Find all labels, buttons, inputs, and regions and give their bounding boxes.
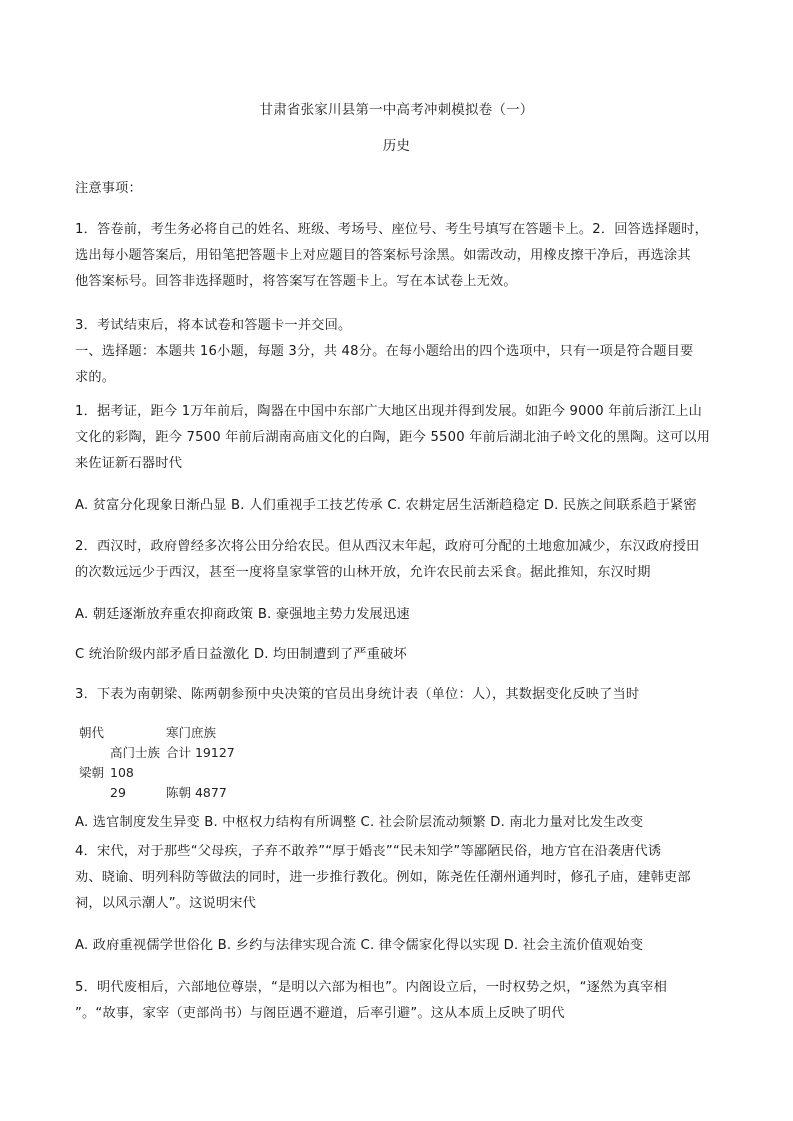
exam-title: 甘肃省张家川县第一中高考冲刺模拟卷（一） (259, 102, 534, 118)
q5-line1: 5．明代废相后，六部地位尊崇，“是明以六部为相也”。内阁设立后，一时权势之炽，“逐然为真宰相 (75, 980, 667, 995)
q4-line2: 劝、晓谕、明列科防等做法的同时，进一步推行教化。例如，陈尧佐任潮州通判时，修孔子庙，建韩吏部 (75, 870, 691, 885)
q3-table-row1-name: 梁朝 (79, 765, 105, 780)
notice-item1-line2: 选出每小题答案后，用铅笔把答题卡上对应题目的答案标号涂黑。如需改动，用橡皮擦干净后，再选涂其 (75, 248, 691, 263)
q4-line3: 祠，以风示潮人”。这说明宋代 (75, 896, 257, 911)
q3-options: A. 选官制度发生异变 B. 中枢权力结构有所调整 C. 社会阶层流动频繁 D. 南北力量对比发生改变 (75, 815, 644, 830)
subject-title: 历史 (382, 138, 411, 154)
q3-table-col-common: 寒门庶族 (166, 725, 217, 740)
section1-intro-line1: 一、选择题：本题共 16小题，每题 3分，共 48分。在每小题给出的四个选项中，只有一项是符合题目要 (75, 344, 694, 359)
q3-table-row1-value: 108 (110, 765, 134, 780)
q2-options-line2: C 统治阶级内部矛盾日益激化 D. 均田制遭到了严重破坏 (75, 647, 407, 662)
q1-line2: 文化的彩陶，距今 7500 年前后湖南高庙文化的白陶，距今 5500 年前后湖北油子岭文化的黑陶。这可以用 (75, 430, 711, 445)
q4-line1: 4．宋代，对于那些“父母疾，子弃不敢养”“厚于婚丧”“民未知学”等鄙陋民俗，地方官在沿袭唐代诱 (75, 844, 662, 859)
q3-table-col-noble: 高门士族 (110, 745, 161, 760)
notice-item3: 3．考试结束后，将本试卷和答题卡一并交回。 (75, 318, 352, 333)
q3-table-col-dynasty: 朝代 (79, 725, 105, 740)
q4-options: A. 政府重视儒学世俗化 B. 乡约与法律实现合流 C. 律令儒家化得以实现 D. 社会主流价值观始变 (75, 938, 644, 953)
q1-line1: 1．据考证，距今 1万年前后，陶器在中国中东部广大地区出现并得到发展。如距今 9000 年前后浙江上山 (75, 404, 702, 419)
notice-heading: 注意事项： (75, 181, 142, 196)
q2-line1: 2．西汉时，政府曾经多次将公田分给农民。但从西汉末年起，政府可分配的土地愈加减少，东汉政府授田 (75, 539, 700, 554)
q5-line2: ”。“故事，家宰（吏部尚书）与阁臣遇不避道，后率引避”。这从本质上反映了明代 (75, 1006, 565, 1021)
notice-item1-line3: 他答案标号。回答非选择题时，将答案写在答题卡上。写在本试卷上无效。 (75, 274, 517, 289)
q2-line2: 的次数远远少于西汉，甚至一度将皇家掌管的山林开放，允许农民前去采食。据此推知，东汉时期 (75, 565, 651, 580)
q1-options: A. 贫富分化现象日渐凸显 B. 人们重视手工技艺传承 C. 农耕定居生活渐趋稳定 D. 民族之间联系趋于紧密 (75, 498, 697, 513)
q3-table-row2-name: 陈朝 4877 (166, 785, 227, 800)
notice-item1-line1: 1．答卷前，考生务必将自己的姓名、班级、考场号、座位号、考生号填写在答题卡上。2．回答选择题时， (75, 222, 709, 237)
q3-table-col-total: 合计 19127 (166, 745, 235, 760)
q1-line3: 来佐证新石器时代 (75, 456, 183, 471)
section1-intro-line2: 求的。 (75, 370, 116, 385)
q2-options-line1: A. 朝廷逐渐放弃重农抑商政策 B. 豪强地主势力发展迅速 (75, 607, 410, 622)
q3-table-row2-value: 29 (110, 785, 126, 800)
q3-line1: 3．下表为南朝梁、陈两朝参预中央决策的官员出身统计表（单位：人），其数据变化反映了当时 (75, 687, 640, 702)
